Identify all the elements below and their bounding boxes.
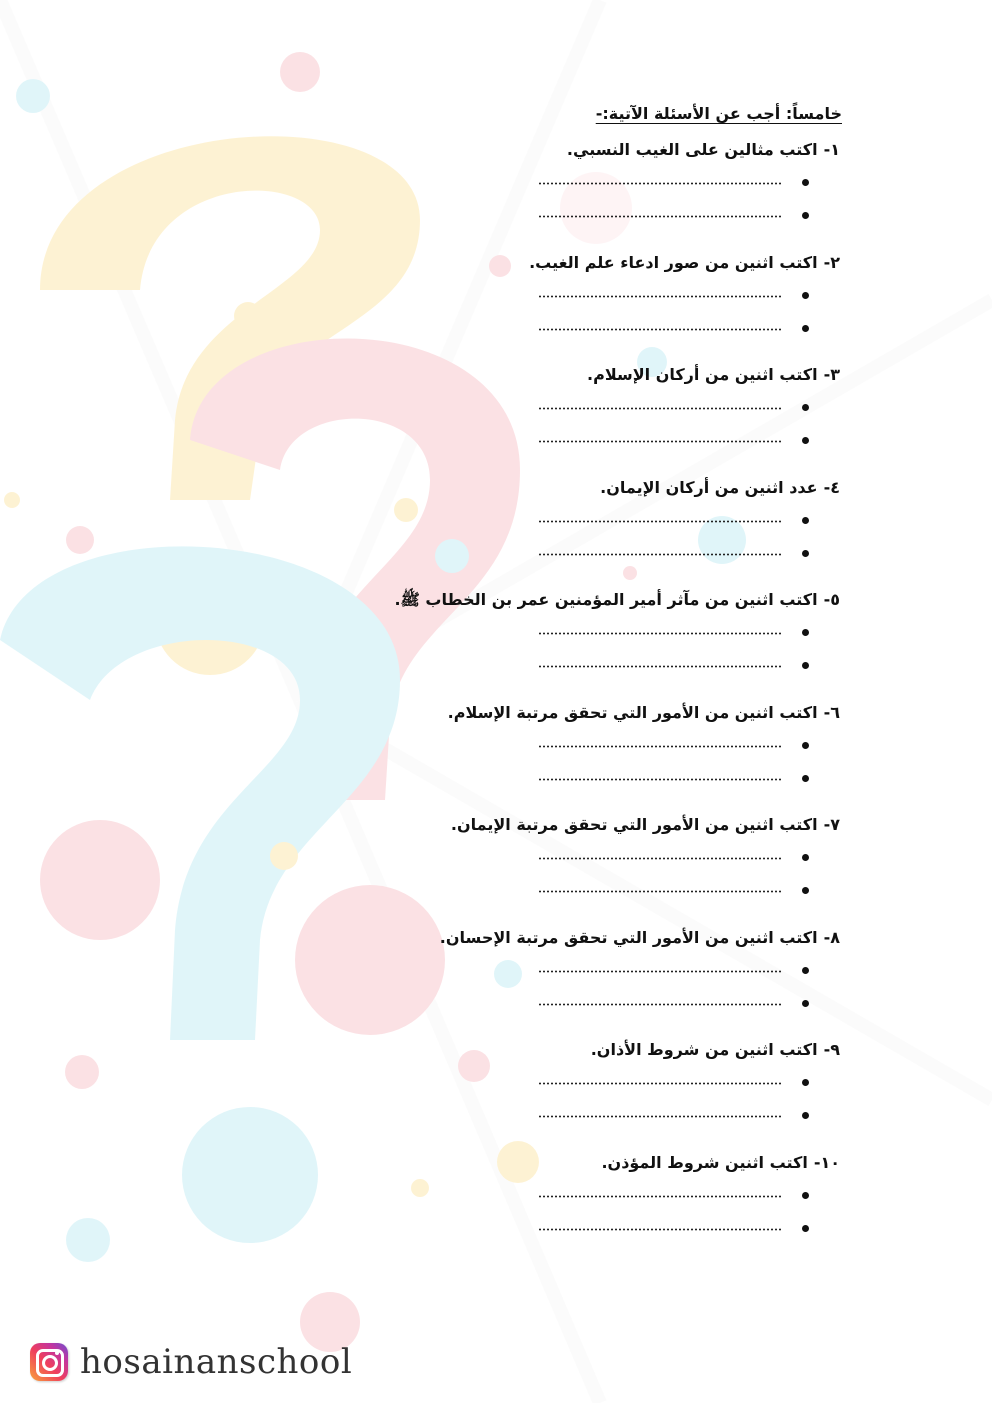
dotted-line: [538, 407, 782, 410]
question-3: [587, 365, 840, 384]
question-7: [451, 815, 840, 834]
question-8: [440, 928, 840, 947]
question-text: اكتب اثنين من الأمور التي تحقق مرتبة الإيمان.: [450, 815, 818, 834]
watermark-handle: hosainanschool: [80, 1342, 353, 1382]
dotted-line: [538, 1082, 782, 1085]
answer-line[interactable]: [538, 512, 818, 532]
bullet-icon: [802, 404, 809, 411]
dotted-line: [538, 890, 782, 893]
answer-line[interactable]: [538, 1220, 818, 1240]
dotted-line: [538, 745, 782, 748]
question-text: اكتب اثنين من شروط الأذان.: [590, 1040, 818, 1059]
question-number: ٦-: [823, 702, 840, 722]
answer-line[interactable]: [538, 770, 818, 790]
question-number: ٥-: [823, 590, 840, 609]
question-number: ١٠-: [813, 1152, 840, 1172]
question-10: [601, 1153, 840, 1172]
dotted-line: [538, 328, 782, 331]
bullet-icon: [802, 742, 809, 749]
answer-line[interactable]: [538, 207, 818, 227]
watermark: [30, 1340, 352, 1384]
answer-line[interactable]: [538, 962, 818, 982]
answer-line[interactable]: [538, 737, 818, 757]
answer-line[interactable]: [538, 287, 818, 307]
answer-line[interactable]: [538, 1187, 818, 1207]
bullet-icon: [802, 517, 809, 524]
dotted-line: [538, 857, 782, 860]
answer-line[interactable]: [538, 624, 818, 644]
dotted-line: [538, 440, 782, 443]
answer-line[interactable]: [538, 545, 818, 565]
question-text: اكتب اثنين من أركان الإسلام.: [587, 365, 818, 384]
instagram-icon: [30, 1343, 68, 1381]
dotted-line: [538, 1115, 782, 1118]
dotted-line: [538, 665, 782, 668]
dotted-line: [538, 553, 782, 556]
dotted-line: [538, 295, 782, 298]
question-number: ٣-: [823, 365, 840, 384]
question-text: اكتب اثنين من صور ادعاء علم الغيب.: [529, 252, 818, 272]
bullet-icon: [802, 550, 809, 557]
question-1: [567, 140, 840, 159]
bullet-icon: [802, 1192, 809, 1199]
bullet-icon: [802, 854, 809, 861]
bullet-icon: [802, 437, 809, 444]
answer-line[interactable]: [538, 320, 818, 340]
bullet-icon: [802, 325, 809, 332]
question-text: اكتب مثالين على الغيب النسبي.: [566, 140, 818, 159]
question-6: [448, 703, 840, 722]
bullet-icon: [802, 1000, 809, 1007]
question-5: [394, 590, 840, 613]
answer-line[interactable]: [538, 1107, 818, 1127]
question-number: ٧-: [823, 815, 840, 834]
answer-line[interactable]: [538, 432, 818, 452]
question-text: اكتب اثنين شروط المؤذن.: [601, 1152, 808, 1172]
question-9: [591, 1040, 840, 1059]
question-number: ٢-: [823, 252, 840, 272]
question-4: [600, 478, 840, 497]
answer-line[interactable]: [538, 174, 818, 194]
section-title: خامساً: أجب عن الأسئلة الآتية:-: [595, 104, 842, 123]
question-number: ٨-: [823, 927, 840, 947]
question-text: اكتب اثنين من الأمور التي تحقق مرتبة الإسلام.: [447, 702, 818, 722]
bullet-icon: [802, 179, 809, 186]
answer-line[interactable]: [538, 399, 818, 419]
question-number: ١-: [823, 140, 840, 159]
bullet-icon: [802, 1079, 809, 1086]
answer-line[interactable]: [538, 657, 818, 677]
answer-line[interactable]: [538, 849, 818, 869]
dotted-line: [538, 632, 782, 635]
dotted-line: [538, 182, 782, 185]
dotted-line: [538, 778, 782, 781]
dotted-line: [538, 215, 782, 218]
bullet-icon: [802, 212, 809, 219]
bullet-icon: [802, 967, 809, 974]
bullet-icon: [802, 629, 809, 636]
answer-line[interactable]: [538, 995, 818, 1015]
dotted-line: [538, 1228, 782, 1231]
bullet-icon: [802, 887, 809, 894]
dotted-line: [538, 1003, 782, 1006]
bullet-icon: [802, 662, 809, 669]
question-text: اكتب اثنين من الأمور التي تحقق مرتبة الإحسان.: [439, 927, 818, 947]
question-text: عدد اثنين من أركان الإيمان.: [600, 477, 818, 497]
dotted-line: [538, 520, 782, 523]
bullet-icon: [802, 1112, 809, 1119]
bullet-icon: [802, 292, 809, 299]
question-number: ٤-: [823, 477, 840, 497]
question-number: ٩-: [823, 1040, 840, 1059]
question-2: [529, 253, 840, 272]
answer-line[interactable]: [538, 1074, 818, 1094]
bullet-icon: [802, 1225, 809, 1232]
question-text: اكتب اثنين من مآثر أمير المؤمنين عمر بن الخطاب ﷺ.: [394, 590, 818, 609]
dotted-line: [538, 970, 782, 973]
dotted-line: [538, 1195, 782, 1198]
bullet-icon: [802, 775, 809, 782]
answer-line[interactable]: [538, 882, 818, 902]
